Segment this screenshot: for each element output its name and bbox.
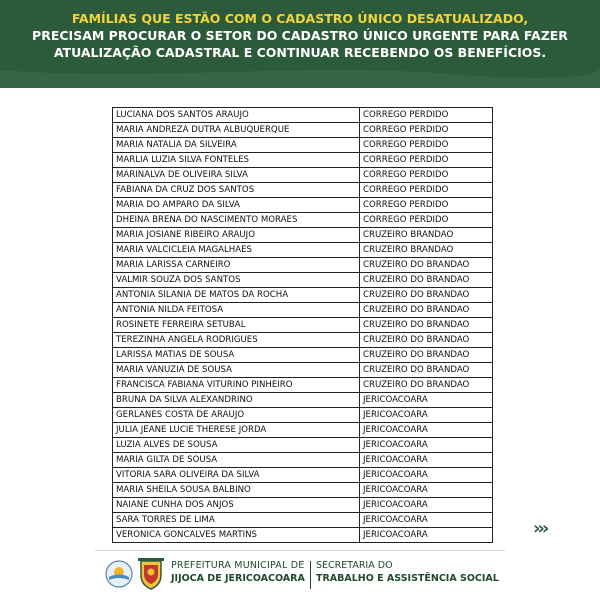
table-row xyxy=(113,123,493,138)
locality-cell: CRUZEIRO BRANDAO xyxy=(360,243,493,258)
locality-cell: CRUZEIRO DO BRANDAO xyxy=(360,288,493,303)
family-name-cell: MARIA LARISSA CARNEIRO xyxy=(113,258,360,273)
family-name-cell: MARINALVA DE OLIVEIRA SILVA xyxy=(113,168,360,183)
locality-cell: CORREGO PERDIDO xyxy=(360,138,493,153)
locality-cell: CRUZEIRO DO BRANDAO xyxy=(360,378,493,393)
table-row xyxy=(113,273,493,288)
locality-cell: JERICOACOARA xyxy=(360,468,493,483)
table-row xyxy=(113,318,493,333)
family-name-cell: ROSINETE FERREIRA SETUBAL xyxy=(113,318,360,333)
prefeitura-line-2: JIJOCA DE JERICOACOARA xyxy=(171,573,305,584)
family-name-cell: FABIANA DA CRUZ DOS SANTOS xyxy=(113,183,360,198)
locality-cell: CORREGO PERDIDO xyxy=(360,123,493,138)
table-row xyxy=(113,138,493,153)
table-row xyxy=(113,513,493,528)
family-name-cell: MARIA GILTA DE SOUSA xyxy=(113,453,360,468)
locality-cell: CRUZEIRO DO BRANDAO xyxy=(360,303,493,318)
locality-cell: JERICOACOARA xyxy=(360,423,493,438)
table-row xyxy=(113,243,493,258)
table-row xyxy=(113,213,493,228)
locality-cell: CORREGO PERDIDO xyxy=(360,168,493,183)
locality-cell: CORREGO PERDIDO xyxy=(360,213,493,228)
family-name-cell: MARIA VALCICLEIA MAGALHAES xyxy=(113,243,360,258)
locality-cell: CORREGO PERDIDO xyxy=(360,108,493,123)
footer-vertical-divider xyxy=(310,561,311,589)
locality-cell: CRUZEIRO DO BRANDAO xyxy=(360,318,493,333)
table-row xyxy=(113,453,493,468)
family-name-cell: VITORIA SARA OLIVEIRA DA SILVA xyxy=(113,468,360,483)
city-crest-icon xyxy=(136,557,166,591)
table-row xyxy=(113,363,493,378)
family-name-cell: LUCIANA DOS SANTOS ARAUJO xyxy=(113,108,360,123)
family-name-cell: GERLANES COSTA DE ARAUJO xyxy=(113,408,360,423)
table-row xyxy=(113,483,493,498)
secretaria-name xyxy=(316,559,499,585)
family-name-cell: LUZIA ALVES DE SOUSA xyxy=(113,438,360,453)
locality-cell: JERICOACOARA xyxy=(360,483,493,498)
table-row xyxy=(113,438,493,453)
locality-cell: CRUZEIRO DO BRANDAO xyxy=(360,348,493,363)
table-row xyxy=(113,168,493,183)
table-row xyxy=(113,228,493,243)
announcement-banner xyxy=(0,0,600,88)
family-name-cell: DHEINA BRENA DO NASCIMENTO MORAES xyxy=(113,213,360,228)
table-row xyxy=(113,408,493,423)
banner-line-1: FAMÍLIAS QUE ESTÃO COM O CADASTRO ÚNICO DESATUALIZADO, xyxy=(71,11,529,26)
secretaria-line-1: SECRETARIA DO xyxy=(316,560,393,571)
locality-cell: CORREGO PERDIDO xyxy=(360,183,493,198)
family-name-cell: NAIANE CUNHA DOS ANJOS xyxy=(113,498,360,513)
locality-cell: JERICOACOARA xyxy=(360,513,493,528)
family-name-cell: ANTONIA NILDA FEITOSA xyxy=(113,303,360,318)
footer xyxy=(100,557,500,593)
locality-cell: JERICOACOARA xyxy=(360,393,493,408)
table-row xyxy=(113,348,493,363)
table-row xyxy=(113,258,493,273)
family-name-cell: BRUNA DA SILVA ALEXANDRINO xyxy=(113,393,360,408)
banner-line-3: ATUALIZAÇÃO CADASTRAL E CONTINUAR RECEBENDO OS BENEFÍCIOS. xyxy=(53,45,547,60)
municipal-emblem-icon xyxy=(105,560,133,588)
table-row xyxy=(113,288,493,303)
banner-message xyxy=(0,10,600,61)
family-name-cell: MARIA ANDREZA DUTRA ALBUQUERQUE xyxy=(113,123,360,138)
family-name-cell: MARIA NATALIA DA SILVEIRA xyxy=(113,138,360,153)
next-page-arrows-icon[interactable]: ››› xyxy=(533,518,547,539)
banner-line-2: PRECISAM PROCURAR O SETOR DO CADASTRO ÚNICO URGENTE PARA FAZER xyxy=(32,28,568,43)
locality-cell: CRUZEIRO BRANDAO xyxy=(360,228,493,243)
table-row xyxy=(113,378,493,393)
table-row xyxy=(113,528,493,543)
banner-wave-decoration xyxy=(0,60,600,88)
table-row xyxy=(113,333,493,348)
family-name-cell: SARA TORRES DE LIMA xyxy=(113,513,360,528)
locality-cell: CORREGO PERDIDO xyxy=(360,153,493,168)
locality-cell: JERICOACOARA xyxy=(360,438,493,453)
family-name-cell: FRANCISCA FABIANA VITURINO PINHEIRO xyxy=(113,378,360,393)
families-table-body xyxy=(113,108,493,543)
family-name-cell: MARIA VANUZIA DE SOUSA xyxy=(113,363,360,378)
families-table-container xyxy=(112,107,493,543)
locality-cell: JERICOACOARA xyxy=(360,498,493,513)
locality-cell: CRUZEIRO DO BRANDAO xyxy=(360,258,493,273)
prefeitura-name xyxy=(171,559,305,585)
family-name-cell: MARIA SHEILA SOUSA BALBINO xyxy=(113,483,360,498)
family-name-cell: JULIA JEANE LUCIE THERESE JORDA xyxy=(113,423,360,438)
locality-cell: CRUZEIRO DO BRANDAO xyxy=(360,363,493,378)
family-name-cell: MARIA JOSIANE RIBEIRO ARAUJO xyxy=(113,228,360,243)
table-row xyxy=(113,153,493,168)
prefeitura-line-1: PREFEITURA MUNICIPAL DE xyxy=(171,560,305,571)
footer-divider xyxy=(95,550,505,551)
table-row xyxy=(113,468,493,483)
locality-cell: JERICOACOARA xyxy=(360,528,493,543)
table-row xyxy=(113,303,493,318)
locality-cell: JERICOACOARA xyxy=(360,408,493,423)
table-row xyxy=(113,423,493,438)
secretaria-line-2: TRABALHO E ASSISTÊNCIA SOCIAL xyxy=(316,573,499,584)
family-name-cell: LARISSA MATIAS DE SOUSA xyxy=(113,348,360,363)
family-name-cell: MARLIA LUZIA SILVA FONTELES xyxy=(113,153,360,168)
family-name-cell: MARIA DO AMPARO DA SILVA xyxy=(113,198,360,213)
locality-cell: CRUZEIRO DO BRANDAO xyxy=(360,273,493,288)
locality-cell: CORREGO PERDIDO xyxy=(360,198,493,213)
family-name-cell: TEREZINHA ANGELA RODRIGUES xyxy=(113,333,360,348)
family-name-cell: VERONICA GONCALVES MARTINS xyxy=(113,528,360,543)
locality-cell: CRUZEIRO DO BRANDAO xyxy=(360,333,493,348)
family-name-cell: VALMIR SOUZA DOS SANTOS xyxy=(113,273,360,288)
table-row xyxy=(113,108,493,123)
locality-cell: JERICOACOARA xyxy=(360,453,493,468)
table-row xyxy=(113,198,493,213)
families-table xyxy=(112,107,493,543)
table-row xyxy=(113,183,493,198)
table-row xyxy=(113,393,493,408)
family-name-cell: ANTONIA SILANIA DE MATOS DA ROCHA xyxy=(113,288,360,303)
table-row xyxy=(113,498,493,513)
